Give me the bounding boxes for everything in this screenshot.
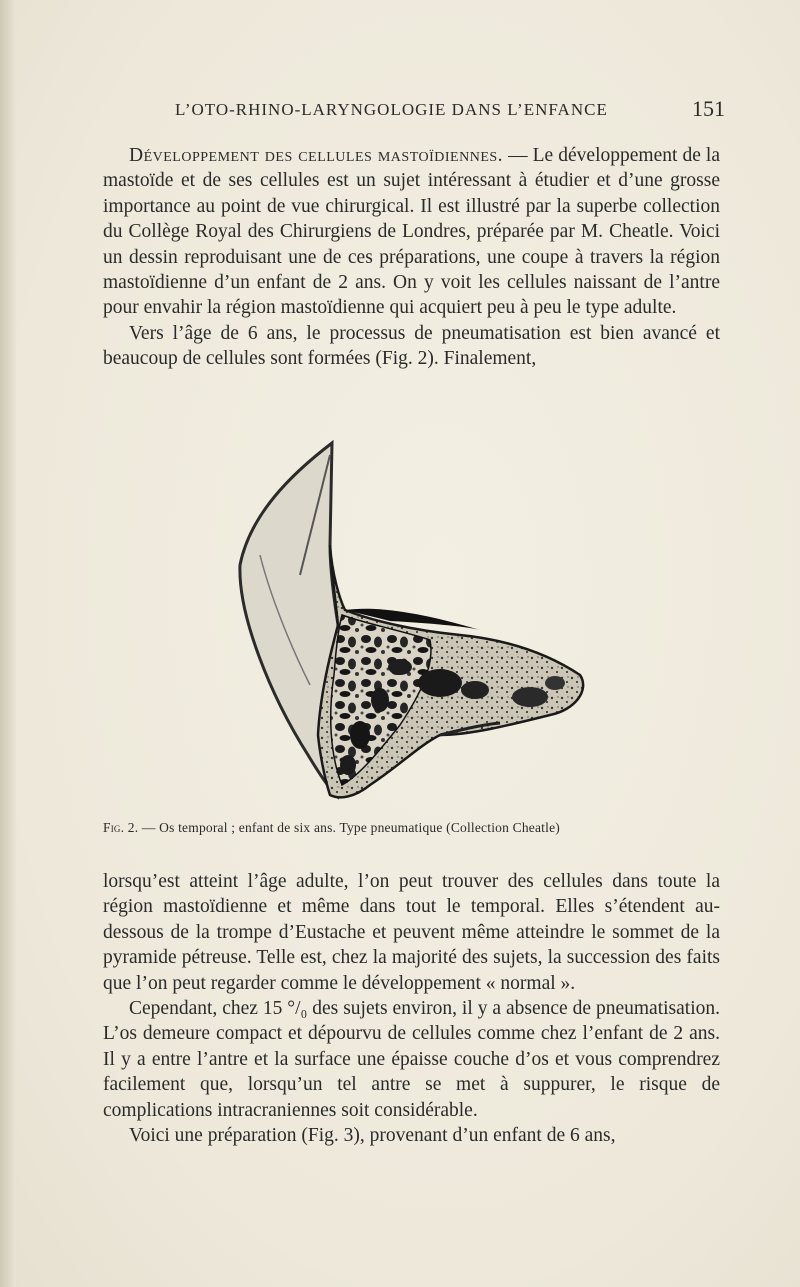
running-head-title: L’OTO-RHINO-LARYNGOLOGIE DANS L’ENFANCE bbox=[175, 100, 608, 119]
paragraph-voici: Voici une préparation (Fig. 3), provenant d’un enfant de 6 ans, bbox=[129, 1125, 616, 1147]
paragraph-cependant: Cependant, chez 15 °/₀ des sujets environ, il y a absence de pneumatisation. L’os demeure compact et dépourvu de cellules comme chez l’enfant de 2 ans. Il y a entre l’antre et la surface une épaisse couche d’os et vous comprendrez facilement que, lorsqu’un tel antre se met à suppurer, le risque de complications intracraniennes soit considérable. bbox=[103, 998, 720, 1121]
mastoid-antrum bbox=[418, 669, 462, 697]
figure-temporal-bone bbox=[230, 435, 600, 810]
page-number: 151 bbox=[692, 96, 725, 121]
section-heading: Développement des cellules mastoïdiennes. bbox=[129, 145, 504, 166]
temporal-bone-drawing bbox=[230, 435, 600, 810]
paragraph-intro bbox=[103, 143, 720, 321]
page-gutter-shadow bbox=[0, 0, 16, 1287]
paragraph-age-six: Vers l’âge de 6 ans, le processus de pneumatisation est bien avancé et beaucoup de cellules sont formées (Fig. 2). Finalement, bbox=[103, 322, 720, 370]
running-head bbox=[175, 96, 725, 126]
paragraph-intro-text: — Le développement de la mastoïde et de ses cellules est un sujet intéressant à étudier et d’une grosse importance au point de vue chirurgical. Il est illustré par la superbe collection du Collège Royal des Chirurgiens de Londres, préparée par M. Cheatle. Voici un dessin reproduisant une de ces préparations, une coupe à travers la région mastoïdienne d’un enfant de 2 ans. On y voit les cellules naissant de l’antre pour envahir la région mastoïdienne qui acquiert peu à peu le type adulte. bbox=[103, 145, 720, 319]
figure-caption bbox=[103, 820, 720, 836]
figure-caption-text: — Os temporal ; enfant de six ans. Type pneumatique (Collection Cheatle) bbox=[138, 820, 560, 835]
figure-caption-label: Fig. 2. bbox=[103, 820, 139, 835]
text-block-top bbox=[103, 143, 720, 372]
text-block-bottom bbox=[103, 869, 720, 1148]
paragraph-continuation: lorsqu’est atteint l’âge adulte, l’on peut trouver des cellules dans toute la région mastoïdienne et même dans tout le temporal. Elles s’étendent au-dessous de la trompe d’Eustache et peuvent même atteindre le sommet de la pyramide pétreuse. Telle est, chez la majorité des sujets, la succession des faits que l’on peut regarder comme le développement « normal ». bbox=[103, 871, 720, 994]
